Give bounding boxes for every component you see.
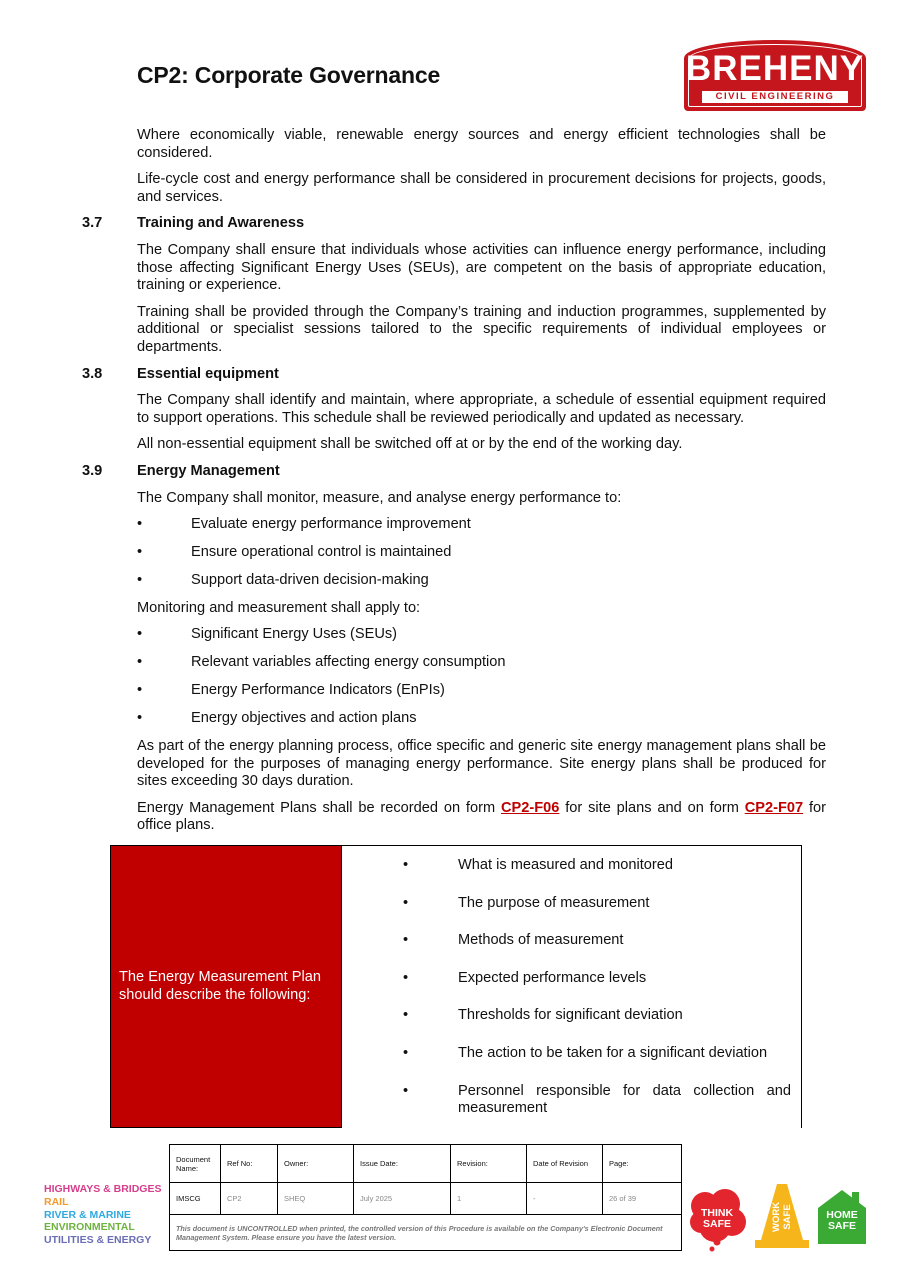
logo-subtitle: CIVIL ENGINEERING <box>702 91 848 103</box>
division-list <box>44 1183 161 1247</box>
document-body <box>82 127 826 844</box>
plan-item: • Methods of measurement <box>403 932 791 950</box>
page-title: CP2: Corporate Governance <box>137 62 441 88</box>
logo-name: BREHENY <box>685 49 865 88</box>
table-header-cell: Page: <box>603 1145 682 1183</box>
paragraph: Life-cycle cost and energy performance shall be considered in procurement decisions for projects, goods, and services. <box>137 171 826 205</box>
breheny-logo <box>684 40 866 111</box>
table-row <box>170 1215 682 1251</box>
think-safe-badge <box>685 1182 749 1252</box>
section-number: 3.8 <box>82 365 103 382</box>
section-heading-3-9 <box>82 462 826 481</box>
table-cell: - <box>527 1183 603 1215</box>
plan-table-list <box>403 857 791 1138</box>
division-label: RAIL <box>44 1195 69 1208</box>
paragraph: The Company shall monitor, measure, and analyse energy performance to: <box>137 489 622 506</box>
plan-item: • Expected performance levels <box>403 970 791 988</box>
table-header-cell: Document Name: <box>170 1145 221 1183</box>
plan-table-heading-cell <box>111 846 342 1128</box>
table-cell: IMSCG <box>170 1183 221 1215</box>
division-label: UTILITIES & ENERGY <box>44 1234 152 1247</box>
plan-item: • Personnel responsible for data collection and measurement <box>403 1083 791 1118</box>
table-header-cell: Issue Date: <box>354 1145 451 1183</box>
paragraph: The Company shall identify and maintain, where appropriate, a schedule of essential equipment required to support operations. This schedule shall be reviewed periodically and updated as necessary. <box>137 392 826 426</box>
energy-plan-table <box>110 845 802 1128</box>
table-header-cell: Ref No: <box>221 1145 278 1183</box>
table-header-cell: Owner: <box>278 1145 354 1183</box>
list-item: • Energy Performance Indicators (EnPIs) <box>137 682 826 700</box>
table-cell: 26 of 39 <box>603 1183 682 1215</box>
table-row <box>170 1183 682 1215</box>
paragraph: Monitoring and measurement shall apply to: <box>137 599 421 616</box>
division-label: HIGHWAYS & BRIDGES <box>44 1183 162 1195</box>
home-safe-badge <box>816 1182 868 1246</box>
section-number: 3.9 <box>82 462 103 479</box>
section-heading-3-8 <box>82 365 826 384</box>
paragraph: All non-essential equipment shall be switched off at or by the end of the working day. <box>137 436 683 453</box>
section-title: Essential equipment <box>137 365 279 382</box>
table-header-cell: Date of Revision <box>527 1145 603 1183</box>
paragraph-form-links: Energy Management Plans shall be recorded on form CP2-F06 for site plans and on form CP2-F07 for office plans. <box>137 799 826 834</box>
table-header-cell: Revision: <box>451 1145 527 1183</box>
plan-table-heading: The Energy Measurement Plan should describe the following: <box>119 968 321 1003</box>
list-item: • Energy objectives and action plans <box>137 710 826 728</box>
section-title: Training and Awareness <box>137 215 305 232</box>
work-safe-label: WORK SAFE <box>771 1201 793 1232</box>
table-cell: SHEQ <box>278 1183 354 1215</box>
list-item: • Relevant variables affecting energy consumption <box>137 654 826 672</box>
list-item: • Ensure operational control is maintained <box>137 544 826 562</box>
table-cell: 1 <box>451 1183 527 1215</box>
paragraph: As part of the energy planning process, office specific and generic site energy management plans shall be developed for the purposes of managing energy performance. Site energy plans shall be produced for sites exceeding 30 days duration. <box>137 737 826 790</box>
table-row <box>170 1145 682 1183</box>
work-safe-badge <box>751 1182 813 1252</box>
division-label: RIVER & MARINE <box>44 1208 131 1221</box>
uncontrolled-notice: This document is UNCONTROLLED when printed, the controlled version of this Procedure is available on the Company's Electronic Document Management System. Please ensure you have the latest version. <box>170 1215 682 1251</box>
list-item: • Significant Energy Uses (SEUs) <box>137 626 826 644</box>
think-safe-label: THINK SAFE <box>700 1207 734 1230</box>
form-link-cp2-f07[interactable]: CP2-F07 <box>744 799 804 816</box>
plan-item: • The purpose of measurement <box>403 895 791 913</box>
section-number: 3.7 <box>82 215 103 232</box>
list-item: • Support data-driven decision-making <box>137 572 826 590</box>
document-control-table <box>169 1144 682 1251</box>
table-cell: CP2 <box>221 1183 278 1215</box>
table-cell: July 2025 <box>354 1183 451 1215</box>
section-title: Energy Management <box>137 462 280 479</box>
home-safe-label: HOME SAFE <box>826 1209 858 1232</box>
list-item: • Evaluate energy performance improvement <box>137 516 826 534</box>
division-label: ENVIRONMENTAL <box>44 1221 135 1234</box>
plan-item: • What is measured and monitored <box>403 857 791 875</box>
paragraph: The Company shall ensure that individuals whose activities can influence energy performance, including those affecting Significant Energy Uses (SEUs), are competent on the basis of appropriate education, training or experience. <box>137 241 826 294</box>
section-heading-3-7 <box>82 215 826 233</box>
form-link-cp2-f06[interactable]: CP2-F06 <box>500 799 560 816</box>
plan-item: • The action to be taken for a significant deviation <box>403 1045 791 1063</box>
paragraph: Where economically viable, renewable energy sources and energy efficient technologies shall be considered. <box>137 127 826 161</box>
paragraph: Training shall be provided through the Company’s training and induction programmes, supplemented by additional or specialist sessions tailored to the specific requirements of individual employees or departments. <box>137 303 826 355</box>
plan-item: • Thresholds for significant deviation <box>403 1007 791 1025</box>
